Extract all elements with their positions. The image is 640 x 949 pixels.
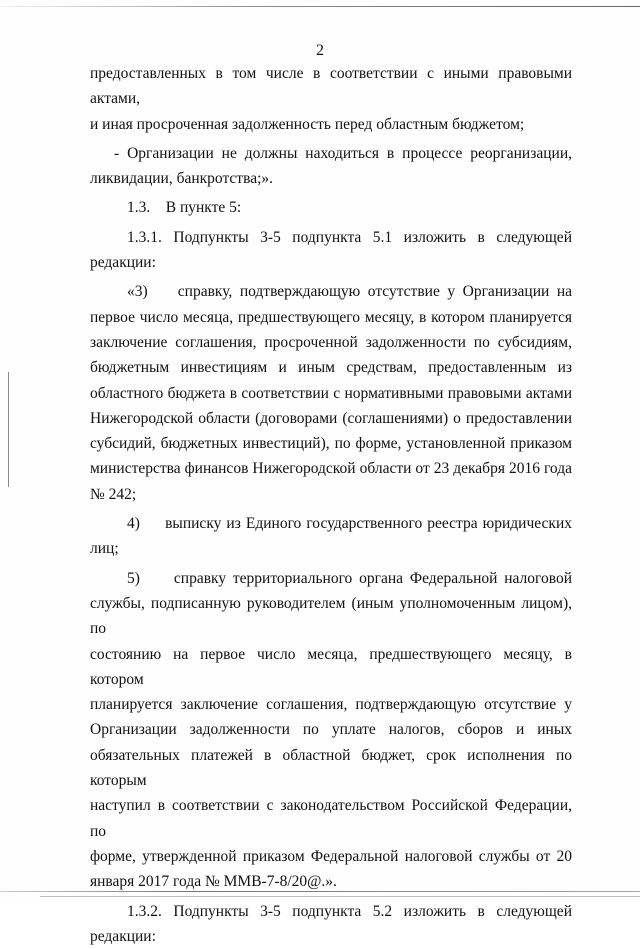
paragraph-organization-clause [90, 141, 572, 192]
text-line: обязательных платежей в областной бюджет, срок исполнения по которым [90, 743, 572, 794]
text-line: - Организации не должны находиться в процессе реорганизации, [90, 141, 572, 166]
text-line: планируется заключение соглашения, подтверждающую отсутствие у [90, 692, 572, 717]
text-line: министерства финансов Нижегородской области от 23 декабря 2016 года [90, 456, 572, 481]
text-line: наступил в соответствии с законодательством Российской Федерации, по [90, 793, 572, 844]
text-line: 5) справку территориального органа Федеральной налоговой [90, 566, 572, 591]
text-line: января 2017 года № ММВ-7-8/20@.». [90, 869, 572, 894]
paragraph-1-3-2 [90, 899, 572, 949]
text-line: предоставленных в том числе в соответствии с иными правовыми актами, [90, 61, 572, 112]
text-line: Нижегородской области (договорами (соглашениями) о предоставлении [90, 406, 572, 431]
text-line: Организации задолженности по уплате налогов, сборов и иных [90, 717, 572, 742]
text-line: редакции: [90, 924, 572, 949]
paragraph-item-4 [90, 511, 572, 562]
text-line: 4) выписку из Единого государственного реестра юридических [90, 511, 572, 536]
paragraph-continuation [90, 61, 572, 137]
paragraph-item-5 [90, 566, 572, 895]
text-line: субсидий, бюджетных инвестиций), по форме, установленной приказом [90, 431, 572, 456]
text-line: ликвидации, банкротства;». [90, 166, 572, 191]
text-line: и иная просроченная задолженность перед областным бюджетом; [90, 112, 572, 137]
text-line: заключение соглашения, просроченной задолженности по субсидиям, [90, 330, 572, 355]
text-line: редакции: [90, 250, 572, 275]
text-line: № 242; [90, 482, 572, 507]
scan-mark-left [8, 372, 9, 487]
text-line: областного бюджета в соответствии с нормативными правовыми актами [90, 381, 572, 406]
document-body [90, 61, 572, 949]
text-line: состоянию на первое число месяца, предшествующего месяцу, в котором [90, 642, 572, 693]
page-number: 2 [0, 42, 640, 60]
text-line: бюджетным инвестициям и иным средствам, предоставленным из [90, 355, 572, 380]
paragraph-1-3-1 [90, 225, 572, 276]
text-line: 1.3.1. Подпункты 3-5 подпункта 5.1 изложить в следующей [90, 225, 572, 250]
text-line: лиц; [90, 536, 572, 561]
text-line: «3) справку, подтверждающую отсутствие у Организации на [90, 279, 572, 304]
text-line: службы, подписанную руководителем (иным уполномоченным лицом), по [90, 591, 572, 642]
text-line: первое число месяца, предшествующего месяцу, в котором планируется [90, 305, 572, 330]
text-line: 1.3. В пункте 5: [90, 195, 572, 220]
paragraph-1-3 [90, 195, 572, 220]
text-line: 1.3.2. Подпункты 3-5 подпункта 5.2 изложить в следующей [90, 899, 572, 924]
text-line: форме, утвержденной приказом Федеральной налоговой службы от 20 [90, 844, 572, 869]
scan-edge-top [0, 6, 640, 7]
paragraph-item-3 [90, 279, 572, 507]
